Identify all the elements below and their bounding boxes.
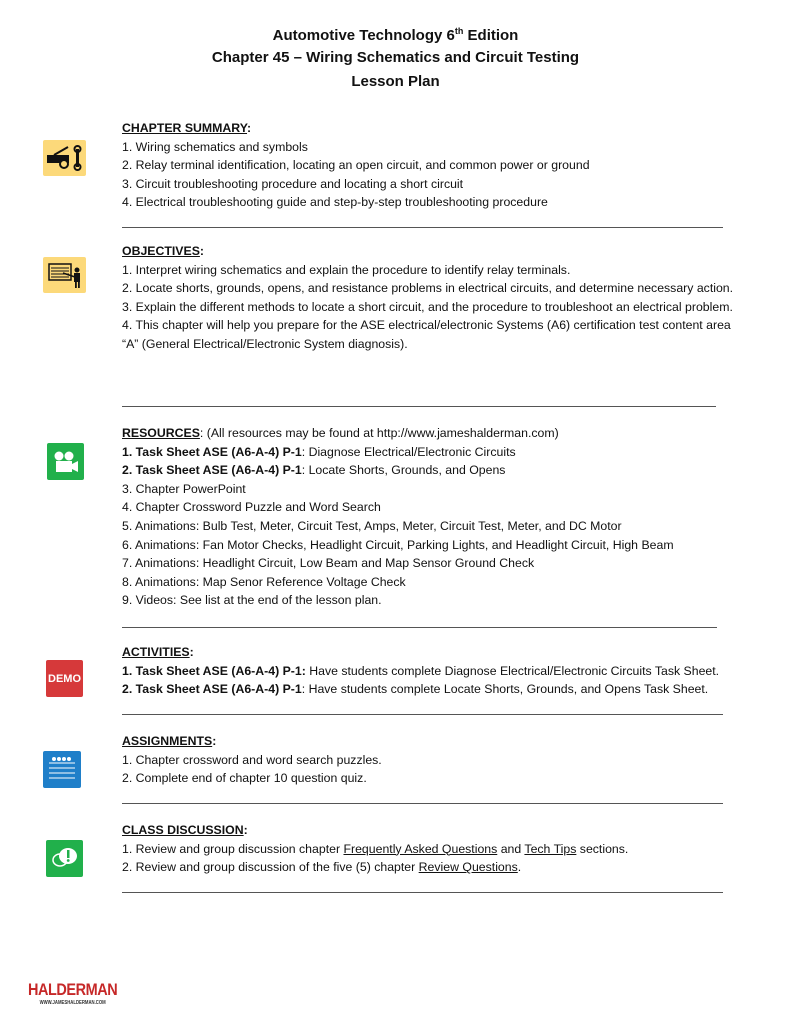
assignments-section: ASSIGNMENTS: 1. Chapter crossword and word search puzzles. 2. Complete end of chapter 10 question quiz. (122, 732, 742, 788)
chapter-summary-heading: CHAPTER SUMMARY (122, 121, 248, 135)
discussion-item: 1. Review and group discussion chapter Frequently Asked Questions and Tech Tips sections. (122, 841, 629, 856)
review-questions-link[interactable]: Review Questions (418, 860, 518, 875)
class-discussion-heading: CLASS DISCUSSION (122, 823, 244, 837)
divider (122, 803, 723, 804)
chapter-summary-section: CHAPTER SUMMARY: 1. Wiring schematics and symbols 2. Relay terminal identification, locating an open circuit, and common power or ground 3. Circuit troubleshooting procedure and locating a short circuit 4. Electrical troubleshooting guide and step-by-step troubleshooting procedure (122, 119, 742, 212)
activities-heading: ACTIVITIES (122, 645, 190, 659)
teacher-board-icon (43, 257, 86, 293)
activity-item: 1. Task Sheet ASE (A6-A-4) P-1: Have students complete Diagnose Electrical/Electronic Circuits Task Sheet. (122, 663, 720, 678)
tech-tips-link[interactable]: Tech Tips (524, 841, 577, 856)
resource-item: 2. Task Sheet ASE (A6-A-4) P-1: Locate Shorts, Grounds, and Opens (122, 463, 506, 478)
activity-item: 2. Task Sheet ASE (A6-A-4) P-1: Have students complete Locate Shorts, Grounds, and Opens Task Sheet. (122, 682, 709, 697)
divider (122, 406, 716, 407)
assignment-item: 1. Chapter crossword and word search puzzles. (122, 752, 382, 767)
resource-item: 7. Animations: Headlight Circuit, Low Beam and Map Sensor Ground Check (122, 556, 535, 571)
resource-item: 9. Videos: See list at the end of the lesson plan. (122, 593, 382, 608)
resource-item: 3. Chapter PowerPoint (122, 481, 246, 496)
faq-link[interactable]: Frequently Asked Questions (343, 841, 498, 856)
objectives-heading: OBJECTIVES (122, 244, 200, 258)
summary-item: 4. Electrical troubleshooting guide and step-by-step troubleshooting procedure (122, 195, 548, 210)
resource-item: 6. Animations: Fan Motor Checks, Headlight Circuit, Parking Lights, and Headlight Circuit, High Beam (122, 537, 674, 552)
notepad-icon (43, 751, 81, 788)
title-line-3: Lesson Plan (351, 73, 440, 90)
resources-heading: RESOURCES (122, 426, 200, 440)
demo-icon: DEMO (46, 660, 83, 697)
title-line-2: Chapter 45 – Wiring Schematics and Circuit Testing (211, 49, 580, 66)
divider (122, 892, 723, 893)
summary-item: 1. Wiring schematics and symbols (122, 139, 308, 154)
resource-item: 8. Animations: Map Senor Reference Voltage Check (122, 574, 406, 589)
class-discussion-section: CLASS DISCUSSION: 1. Review and group discussion chapter Frequently Asked Questions and Tech Tips sections. 2. Review and group discussion of the five (5) chapter Review Questions. (122, 821, 742, 877)
resources-section: RESOURCES: (All resources may be found at http://www.jameshalderman.com) 1. Task Sheet ASE (A6-A-4) P-1: Diagnose Electrical/Electronic Circuits 2. Task Sheet ASE (A6-A-4) P-1: Locate Shorts, Grounds, and Opens 3. Chapter PowerPoint 4. Chapter Crossword Puzzle and Word Search 5. Animations: Bulb Test, Meter, Circuit Test, Amps, Meter, Circuit Test, Meter, and DC Motor 6. Animations: Fan Motor Checks, Headlight Circuit, Parking Lights, and Headlight Circuit, High Beam 7. Animations: Headlight Circuit, Low Beam and Map Sensor Ground Check 8. Animations: Map Senor Reference Voltage Check 9. Videos: See list at the end of the lesson plan. (122, 424, 742, 610)
objective-item: 2. Locate shorts, grounds, opens, and resistance problems in electrical circuits, and determine necessary action. (122, 281, 734, 296)
resource-item: 5. Animations: Bulb Test, Meter, Circuit Test, Amps, Meter, Circuit Test, Meter, and DC Motor (122, 518, 622, 533)
title-line-1: Automotive Technology 6th Edition (272, 26, 519, 44)
activities-section: ACTIVITIES: 1. Task Sheet ASE (A6-A-4) P-1: Have students complete Diagnose Electrical/Electronic Circuits Task Sheet. 2. Task Sheet ASE (A6-A-4) P-1: Have students complete Locate Shorts, Grounds, and Opens Task Sheet. (122, 643, 742, 699)
summary-item: 3. Circuit troubleshooting procedure and locating a short circuit (122, 176, 464, 191)
assignment-item: 2. Complete end of chapter 10 question quiz. (122, 771, 367, 786)
summary-item: 2. Relay terminal identification, locating an open circuit, and common power or ground (122, 158, 590, 173)
assignments-heading: ASSIGNMENTS (122, 734, 213, 748)
divider (122, 227, 723, 228)
discussion-bubbles-icon (46, 840, 83, 877)
halderman-logo: HALDERMAN WWW.JAMESHALDERMAN.COM (28, 980, 118, 1006)
objectives-section: OBJECTIVES: 1. Interpret wiring schematics and explain the procedure to identify relay terminals. 2. Locate shorts, grounds, opens, and resistance problems in electrical circuits, and determine necessary action. 3. Explain the different methods to locate a short circuit, and the procedure to troubleshoot an electrical problem. 4. This chapter will help you prepare for the ASE electrical/electronic Systems (A6) certification test content area “A” (General Electrical/Electronic System diagnosis). (122, 242, 742, 354)
divider (122, 714, 723, 715)
discussion-item: 2. Review and group discussion of the five (5) chapter Review Questions. (122, 860, 522, 875)
video-camera-icon (47, 443, 84, 480)
objective-item: 3. Explain the different methods to locate a short circuit, and the procedure to troubleshoot an electrical problem. (122, 299, 733, 314)
resource-item: 4. Chapter Crossword Puzzle and Word Search (122, 500, 381, 515)
car-repair-icon (43, 140, 86, 176)
divider (122, 627, 717, 628)
objective-item: 4. This chapter will help you prepare for the ASE electrical/electronic Systems (A6) certification test content area “A” (General Electrical/Electronic System diagnosis). (122, 318, 731, 351)
objective-item: 1. Interpret wiring schematics and explain the procedure to identify relay terminals. (122, 262, 571, 277)
resource-item: 1. Task Sheet ASE (A6-A-4) P-1: Diagnose Electrical/Electronic Circuits (122, 444, 516, 459)
